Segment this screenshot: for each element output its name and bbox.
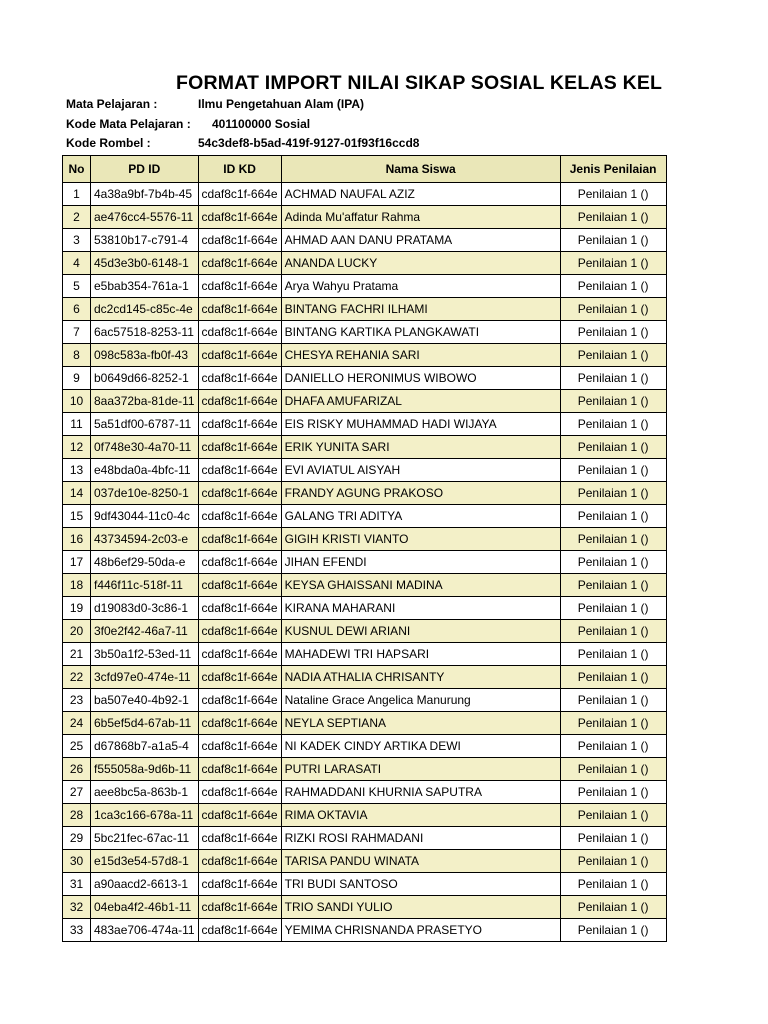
cell-id-kd[interactable]: cdaf8c1f-664e — [198, 321, 281, 344]
cell-no[interactable]: 17 — [63, 551, 91, 574]
cell-nama-siswa[interactable]: Adinda Mu'affatur Rahma — [281, 206, 560, 229]
cell-no[interactable]: 12 — [63, 436, 91, 459]
cell-jenis-penilaian[interactable]: Penilaian 1 () — [560, 689, 666, 712]
table-row[interactable] — [63, 183, 667, 206]
cell-id-kd[interactable]: cdaf8c1f-664e — [198, 850, 281, 873]
cell-no[interactable]: 14 — [63, 482, 91, 505]
cell-jenis-penilaian[interactable]: Penilaian 1 () — [560, 482, 666, 505]
cell-pd-id[interactable]: 0f748e30-4a70-11 — [91, 436, 199, 459]
table-row[interactable] — [63, 459, 667, 482]
cell-jenis-penilaian[interactable]: Penilaian 1 () — [560, 528, 666, 551]
cell-no[interactable]: 8 — [63, 344, 91, 367]
cell-jenis-penilaian[interactable]: Penilaian 1 () — [560, 275, 666, 298]
cell-nama-siswa[interactable]: ERIK YUNITA SARI — [281, 436, 560, 459]
table-row[interactable] — [63, 620, 667, 643]
cell-no[interactable]: 7 — [63, 321, 91, 344]
cell-no[interactable]: 16 — [63, 528, 91, 551]
col-header-pd-id: PD ID — [91, 156, 199, 183]
table-row[interactable] — [63, 390, 667, 413]
cell-no[interactable]: 25 — [63, 735, 91, 758]
table-body — [63, 183, 667, 942]
cell-id-kd[interactable]: cdaf8c1f-664e — [198, 275, 281, 298]
cell-nama-siswa[interactable]: Nataline Grace Angelica Manurung — [281, 689, 560, 712]
cell-id-kd[interactable]: cdaf8c1f-664e — [198, 413, 281, 436]
cell-pd-id[interactable]: e48bda0a-4bfc-11 — [91, 459, 199, 482]
cell-jenis-penilaian[interactable]: Penilaian 1 () — [560, 666, 666, 689]
cell-no[interactable]: 4 — [63, 252, 91, 275]
cell-id-kd[interactable]: cdaf8c1f-664e — [198, 873, 281, 896]
table-header-row — [63, 156, 667, 183]
cell-no[interactable]: 22 — [63, 666, 91, 689]
cell-no[interactable]: 29 — [63, 827, 91, 850]
cell-jenis-penilaian[interactable]: Penilaian 1 () — [560, 850, 666, 873]
cell-id-kd[interactable]: cdaf8c1f-664e — [198, 459, 281, 482]
table-row[interactable] — [63, 298, 667, 321]
cell-id-kd[interactable]: cdaf8c1f-664e — [198, 206, 281, 229]
cell-jenis-penilaian[interactable]: Penilaian 1 () — [560, 597, 666, 620]
table-row[interactable] — [63, 804, 667, 827]
cell-nama-siswa[interactable]: RIMA OKTAVIA — [281, 804, 560, 827]
cell-pd-id[interactable]: 1ca3c166-678a-11 — [91, 804, 199, 827]
cell-nama-siswa[interactable]: NADIA ATHALIA CHRISANTY — [281, 666, 560, 689]
cell-pd-id[interactable]: 5a51df00-6787-11 — [91, 413, 199, 436]
cell-nama-siswa[interactable]: ACHMAD NAUFAL AZIZ — [281, 183, 560, 206]
cell-id-kd[interactable]: cdaf8c1f-664e — [198, 827, 281, 850]
cell-pd-id[interactable]: ae476cc4-5576-11 — [91, 206, 199, 229]
cell-no[interactable]: 27 — [63, 781, 91, 804]
cell-pd-id[interactable]: d67868b7-a1a5-4 — [91, 735, 199, 758]
cell-jenis-penilaian[interactable]: Penilaian 1 () — [560, 298, 666, 321]
cell-nama-siswa[interactable]: KIRANA MAHARANI — [281, 597, 560, 620]
table-row[interactable] — [63, 275, 667, 298]
table-row[interactable] — [63, 758, 667, 781]
table-row[interactable] — [63, 873, 667, 896]
meta-label: Kode Rombel : — [66, 136, 151, 150]
cell-pd-id[interactable]: 483ae706-474a-11 — [91, 919, 199, 942]
table-row[interactable] — [63, 229, 667, 252]
cell-no[interactable]: 11 — [63, 413, 91, 436]
cell-jenis-penilaian[interactable]: Penilaian 1 () — [560, 873, 666, 896]
meta-kode-mata-pelajaran — [66, 114, 310, 134]
cell-pd-id[interactable]: aee8bc5a-863b-1 — [91, 781, 199, 804]
cell-id-kd[interactable]: cdaf8c1f-664e — [198, 229, 281, 252]
cell-nama-siswa[interactable]: BINTANG FACHRI ILHAMI — [281, 298, 560, 321]
cell-nama-siswa[interactable]: CHESYA REHANIA SARI — [281, 344, 560, 367]
table-row[interactable] — [63, 206, 667, 229]
cell-jenis-penilaian[interactable]: Penilaian 1 () — [560, 919, 666, 942]
table-row[interactable] — [63, 896, 667, 919]
table-row[interactable] — [63, 712, 667, 735]
cell-nama-siswa[interactable]: AHMAD AAN DANU PRATAMA — [281, 229, 560, 252]
cell-no[interactable]: 33 — [63, 919, 91, 942]
cell-nama-siswa[interactable]: RIZKI ROSI RAHMADANI — [281, 827, 560, 850]
cell-id-kd[interactable]: cdaf8c1f-664e — [198, 666, 281, 689]
cell-nama-siswa[interactable]: KEYSA GHAISSANI MADINA — [281, 574, 560, 597]
cell-id-kd[interactable]: cdaf8c1f-664e — [198, 781, 281, 804]
table-row[interactable] — [63, 252, 667, 275]
cell-id-kd[interactable]: cdaf8c1f-664e — [198, 482, 281, 505]
cell-no[interactable]: 6 — [63, 298, 91, 321]
cell-pd-id[interactable]: f555058a-9d6b-11 — [91, 758, 199, 781]
meta-label: Mata Pelajaran : — [66, 97, 158, 111]
cell-no[interactable]: 5 — [63, 275, 91, 298]
cell-jenis-penilaian[interactable]: Penilaian 1 () — [560, 229, 666, 252]
cell-pd-id[interactable]: f446f11c-518f-11 — [91, 574, 199, 597]
table-row[interactable] — [63, 436, 667, 459]
cell-id-kd[interactable]: cdaf8c1f-664e — [198, 390, 281, 413]
cell-pd-id[interactable]: 48b6ef29-50da-e — [91, 551, 199, 574]
meta-value: 54c3def8-b5ad-419f-9127-01f93f16ccd8 — [198, 136, 420, 150]
cell-jenis-penilaian[interactable]: Penilaian 1 () — [560, 712, 666, 735]
cell-id-kd[interactable]: cdaf8c1f-664e — [198, 919, 281, 942]
cell-nama-siswa[interactable]: TRI BUDI SANTOSO — [281, 873, 560, 896]
col-header-jenis-penilaian: Jenis Penilaian — [560, 156, 666, 183]
table-row[interactable] — [63, 689, 667, 712]
cell-no[interactable]: 21 — [63, 643, 91, 666]
table-row[interactable] — [63, 735, 667, 758]
table-row[interactable] — [63, 528, 667, 551]
cell-pd-id[interactable]: 3f0e2f42-46a7-11 — [91, 620, 199, 643]
meta-label: Kode Mata Pelajaran : — [66, 117, 191, 131]
cell-id-kd[interactable]: cdaf8c1f-664e — [198, 551, 281, 574]
table-row[interactable] — [63, 551, 667, 574]
cell-no[interactable]: 23 — [63, 689, 91, 712]
cell-jenis-penilaian[interactable]: Penilaian 1 () — [560, 206, 666, 229]
cell-jenis-penilaian[interactable]: Penilaian 1 () — [560, 643, 666, 666]
cell-jenis-penilaian[interactable]: Penilaian 1 () — [560, 620, 666, 643]
cell-jenis-penilaian[interactable]: Penilaian 1 () — [560, 896, 666, 919]
cell-pd-id[interactable]: 45d3e3b0-6148-1 — [91, 252, 199, 275]
cell-jenis-penilaian[interactable]: Penilaian 1 () — [560, 574, 666, 597]
cell-id-kd[interactable]: cdaf8c1f-664e — [198, 804, 281, 827]
cell-no[interactable]: 10 — [63, 390, 91, 413]
cell-jenis-penilaian[interactable]: Penilaian 1 () — [560, 758, 666, 781]
cell-no[interactable]: 19 — [63, 597, 91, 620]
cell-nama-siswa[interactable]: NI KADEK CINDY ARTIKA DEWI — [281, 735, 560, 758]
cell-id-kd[interactable]: cdaf8c1f-664e — [198, 620, 281, 643]
cell-pd-id[interactable]: e15d3e54-57d8-1 — [91, 850, 199, 873]
table-row[interactable] — [63, 367, 667, 390]
cell-jenis-penilaian[interactable]: Penilaian 1 () — [560, 183, 666, 206]
cell-id-kd[interactable]: cdaf8c1f-664e — [198, 367, 281, 390]
cell-no[interactable]: 3 — [63, 229, 91, 252]
cell-id-kd[interactable]: cdaf8c1f-664e — [198, 436, 281, 459]
cell-no[interactable]: 31 — [63, 873, 91, 896]
cell-pd-id[interactable]: 6ac57518-8253-11 — [91, 321, 199, 344]
table-row[interactable] — [63, 321, 667, 344]
cell-no[interactable]: 24 — [63, 712, 91, 735]
col-header-nama-siswa: Nama Siswa — [281, 156, 560, 183]
page-title: FORMAT IMPORT NILAI SIKAP SOSIAL KELAS KEL — [176, 72, 662, 94]
meta-value: Ilmu Pengetahuan Alam (IPA) — [198, 97, 365, 111]
cell-id-kd[interactable]: cdaf8c1f-664e — [198, 344, 281, 367]
cell-no[interactable]: 20 — [63, 620, 91, 643]
cell-no[interactable]: 32 — [63, 896, 91, 919]
cell-pd-id[interactable]: 037de10e-8250-1 — [91, 482, 199, 505]
cell-id-kd[interactable]: cdaf8c1f-664e — [198, 712, 281, 735]
cell-id-kd[interactable]: cdaf8c1f-664e — [198, 183, 281, 206]
table-row[interactable] — [63, 505, 667, 528]
cell-id-kd[interactable]: cdaf8c1f-664e — [198, 689, 281, 712]
cell-jenis-penilaian[interactable]: Penilaian 1 () — [560, 344, 666, 367]
cell-jenis-penilaian[interactable]: Penilaian 1 () — [560, 505, 666, 528]
table-row[interactable] — [63, 482, 667, 505]
cell-id-kd[interactable]: cdaf8c1f-664e — [198, 574, 281, 597]
cell-nama-siswa[interactable]: TRIO SANDI YULIO — [281, 896, 560, 919]
cell-jenis-penilaian[interactable]: Penilaian 1 () — [560, 390, 666, 413]
cell-nama-siswa[interactable]: FRANDY AGUNG PRAKOSO — [281, 482, 560, 505]
cell-id-kd[interactable]: cdaf8c1f-664e — [198, 597, 281, 620]
cell-pd-id[interactable]: 4a38a9bf-7b4b-45 — [91, 183, 199, 206]
meta-mata-pelajaran — [66, 94, 364, 114]
table-row[interactable] — [63, 781, 667, 804]
col-header-id-kd: ID KD — [198, 156, 281, 183]
cell-nama-siswa[interactable]: DANIELLO HERONIMUS WIBOWO — [281, 367, 560, 390]
cell-pd-id[interactable]: 5bc21fec-67ac-11 — [91, 827, 199, 850]
cell-nama-siswa[interactable]: Arya Wahyu Pratama — [281, 275, 560, 298]
cell-jenis-penilaian[interactable]: Penilaian 1 () — [560, 321, 666, 344]
cell-pd-id[interactable]: ba507e40-4b92-1 — [91, 689, 199, 712]
cell-pd-id[interactable]: 53810b17-c791-4 — [91, 229, 199, 252]
cell-pd-id[interactable]: 8aa372ba-81de-11 — [91, 390, 199, 413]
cell-jenis-penilaian[interactable]: Penilaian 1 () — [560, 827, 666, 850]
cell-nama-siswa[interactable]: MAHADEWI TRI HAPSARI — [281, 643, 560, 666]
cell-pd-id[interactable]: 6b5ef5d4-67ab-11 — [91, 712, 199, 735]
cell-pd-id[interactable]: dc2cd145-c85c-4e — [91, 298, 199, 321]
students-table — [62, 155, 667, 942]
cell-pd-id[interactable]: 43734594-2c03-e — [91, 528, 199, 551]
cell-id-kd[interactable]: cdaf8c1f-664e — [198, 252, 281, 275]
col-header-no: No — [63, 156, 91, 183]
cell-pd-id[interactable]: 9df43044-11c0-4c — [91, 505, 199, 528]
cell-id-kd[interactable]: cdaf8c1f-664e — [198, 528, 281, 551]
table-row[interactable] — [63, 827, 667, 850]
cell-no[interactable]: 13 — [63, 459, 91, 482]
cell-nama-siswa[interactable]: GIGIH KRISTI VIANTO — [281, 528, 560, 551]
cell-jenis-penilaian[interactable]: Penilaian 1 () — [560, 436, 666, 459]
cell-pd-id[interactable]: e5bab354-761a-1 — [91, 275, 199, 298]
cell-no[interactable]: 1 — [63, 183, 91, 206]
cell-jenis-penilaian[interactable]: Penilaian 1 () — [560, 459, 666, 482]
cell-nama-siswa[interactable]: TARISA PANDU WINATA — [281, 850, 560, 873]
cell-no[interactable]: 9 — [63, 367, 91, 390]
cell-no[interactable]: 30 — [63, 850, 91, 873]
cell-pd-id[interactable]: b0649d66-8252-1 — [91, 367, 199, 390]
cell-no[interactable]: 2 — [63, 206, 91, 229]
cell-pd-id[interactable]: 04eba4f2-46b1-11 — [91, 896, 199, 919]
cell-id-kd[interactable]: cdaf8c1f-664e — [198, 298, 281, 321]
cell-pd-id[interactable]: d19083d0-3c86-1 — [91, 597, 199, 620]
cell-id-kd[interactable]: cdaf8c1f-664e — [198, 505, 281, 528]
cell-nama-siswa[interactable]: JIHAN EFENDI — [281, 551, 560, 574]
table-row[interactable] — [63, 574, 667, 597]
cell-nama-siswa[interactable]: EVI AVIATUL AISYAH — [281, 459, 560, 482]
cell-jenis-penilaian[interactable]: Penilaian 1 () — [560, 551, 666, 574]
cell-nama-siswa[interactable]: DHAFA AMUFARIZAL — [281, 390, 560, 413]
table-row[interactable] — [63, 643, 667, 666]
cell-jenis-penilaian[interactable]: Penilaian 1 () — [560, 804, 666, 827]
table-row[interactable] — [63, 919, 667, 942]
cell-pd-id[interactable]: 3b50a1f2-53ed-11 — [91, 643, 199, 666]
cell-jenis-penilaian[interactable]: Penilaian 1 () — [560, 781, 666, 804]
meta-kode-rombel — [66, 133, 419, 153]
cell-nama-siswa[interactable]: EIS RISKY MUHAMMAD HADI WIJAYA — [281, 413, 560, 436]
cell-jenis-penilaian[interactable]: Penilaian 1 () — [560, 735, 666, 758]
cell-pd-id[interactable]: 098c583a-fb0f-43 — [91, 344, 199, 367]
cell-pd-id[interactable]: a90aacd2-6613-1 — [91, 873, 199, 896]
table-row[interactable] — [63, 597, 667, 620]
cell-jenis-penilaian[interactable]: Penilaian 1 () — [560, 413, 666, 436]
cell-id-kd[interactable]: cdaf8c1f-664e — [198, 758, 281, 781]
table-row[interactable] — [63, 413, 667, 436]
cell-nama-siswa[interactable]: ANANDA LUCKY — [281, 252, 560, 275]
table-row[interactable] — [63, 850, 667, 873]
cell-nama-siswa[interactable]: YEMIMA CHRISNANDA PRASETYO — [281, 919, 560, 942]
cell-nama-siswa[interactable]: BINTANG KARTIKA PLANGKAWATI — [281, 321, 560, 344]
cell-nama-siswa[interactable]: NEYLA SEPTIANA — [281, 712, 560, 735]
cell-nama-siswa[interactable]: GALANG TRI ADITYA — [281, 505, 560, 528]
cell-pd-id[interactable]: 3cfd97e0-474e-11 — [91, 666, 199, 689]
cell-jenis-penilaian[interactable]: Penilaian 1 () — [560, 252, 666, 275]
meta-value: 401100000 Sosial — [212, 117, 311, 131]
cell-nama-siswa[interactable]: PUTRI LARASATI — [281, 758, 560, 781]
cell-no[interactable]: 26 — [63, 758, 91, 781]
cell-nama-siswa[interactable]: RAHMADDANI KHURNIA SAPUTRA — [281, 781, 560, 804]
cell-id-kd[interactable]: cdaf8c1f-664e — [198, 643, 281, 666]
cell-jenis-penilaian[interactable]: Penilaian 1 () — [560, 367, 666, 390]
cell-id-kd[interactable]: cdaf8c1f-664e — [198, 896, 281, 919]
cell-nama-siswa[interactable]: KUSNUL DEWI ARIANI — [281, 620, 560, 643]
cell-no[interactable]: 18 — [63, 574, 91, 597]
cell-id-kd[interactable]: cdaf8c1f-664e — [198, 735, 281, 758]
table-row[interactable] — [63, 666, 667, 689]
cell-no[interactable]: 28 — [63, 804, 91, 827]
cell-no[interactable]: 15 — [63, 505, 91, 528]
table-row[interactable] — [63, 344, 667, 367]
